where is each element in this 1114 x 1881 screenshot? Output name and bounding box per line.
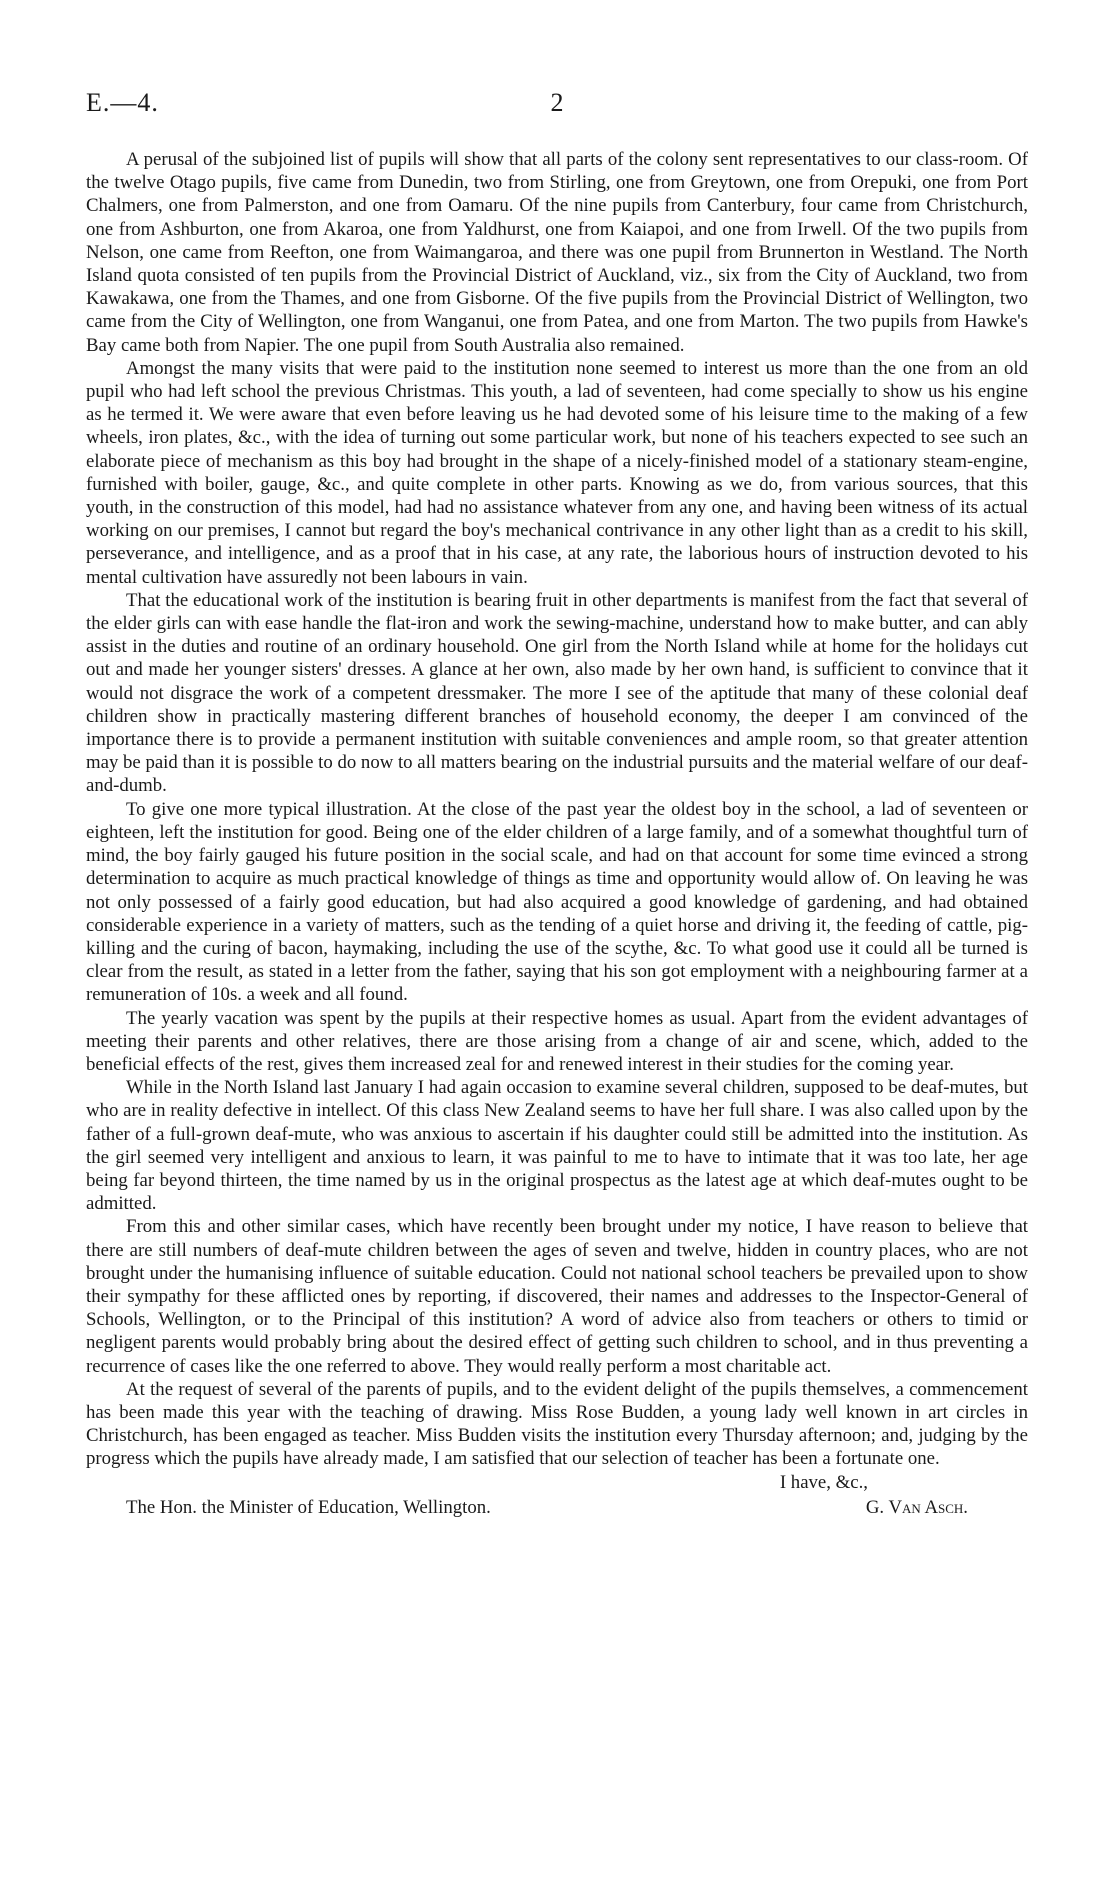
page-header — [86, 88, 1028, 128]
paragraph-drawing: At the request of several of the parents of pupils, and to the evident delight of the pupils themselves, a commencement has been made this year with the teaching of drawing. Miss Rose Budden, a young lady well known in art circles in Christchurch, has been engaged as teacher. Miss Budden visits the institution every Thursday afternoon; and, judging by the progress which the pupils have already made, I am satisfied that our selection of teacher has been a fortunate one. — [86, 1378, 1028, 1470]
paragraph-pupils-origin: A perusal of the subjoined list of pupils will show that all parts of the colony sent representatives to our class-room. Of the twelve Otago pupils, five came from Dunedin, two from Stirling, one from Greytown, one from Orepuki, one from Port Chalmers, one from Palmerston, and one from Oamaru. Of the nine pupils from Canterbury, four came from Christchurch, one from Ashburton, one from Akaroa, one from Yaldhurst, one from Kaiapoi, and one from Irwell. Of the two pupils from Nelson, one came from Reefton, one from Waimangaroa, and there was one pupil from Brunnerton in Westland. The North Island quota consisted of ten pupils from the Provincial District of Auckland, viz., six from the City of Auckland, two from Kawakawa, one from the Thames, and one from Gisborne. Of the five pupils from the Provincial District of Wellington, two came from the City of Wellington, one from Wanganui, one from Patea, and one from Marton. The two pupils from Hawke's Bay came both from Napier. The one pupil from South Australia also remained. — [86, 149, 1028, 356]
paragraph-vacation: The yearly vacation was spent by the pupils at their respective homes as usual. Apart from the evident advantages of meeting their parents and other relatives, there are those arising from a change of air and scene, which, added to the beneficial effects of the rest, gives them increased zeal for and renewed interest in their studies for the coming year. — [86, 1007, 1028, 1075]
letter-closing — [86, 1471, 1028, 1523]
letter-body — [86, 148, 1028, 1471]
paragraph-north-island: While in the North Island last January I had again occasion to examine several children, supposed to be deaf-mutes, but who are in reality defective in intellect. Of this class New Zealand seems to have her full share. I was also called upon by the father of a full-grown deaf-mute, who was anxious to ascertain if his daughter could still be admitted into the institution. As the girl seemed very intelligent and anxious to learn, it was painful to me to have to intimate that it was too late, her age being far beyond thirteen, the time named by us in the original prospectus as the latest age at which deaf-mutes ought to be admitted. — [86, 1077, 1028, 1215]
letter-signature: G. Van Asch. — [865, 1496, 968, 1518]
paragraph-steam-engine: Amongst the many visits that were paid to the institution none seemed to interest us more than the one from an old pupil who had left school the previous Christmas. This youth, a lad of seventeen, had come specially to show us his engine as he termed it. We were aware that even before leaving us he had devoted some of his leisure time to the making of a few wheels, iron plates, &c., with the idea of turning out some particular work, but none of his teachers expected to see such an elaborate piece of mechanism as this boy had brought in the shape of a nicely-finished model of a stationary steam-engine, furnished with boiler, gauge, &c., and quite complete in other parts. Knowing as we do, from various sources, that this youth, in the construction of this model, had had no assistance whatever from any one, and having been witness of its actual working on our premises, I cannot but regard the boy's mechanical contrivance in any other light than as a credit to his skill, perseverance, and intelligence, and as a proof that in his case, at any rate, the laborious hours of instruction devoted to his mental cultivation have assuredly not been labours in vain. — [86, 357, 1028, 588]
page-number: 2 — [550, 88, 564, 117]
paragraph-oldest-boy: To give one more typical illustration. At the close of the past year the oldest boy in the school, a lad of seventeen or eighteen, left the institution for good. Being one of the elder children of a large family, and of a somewhat thoughtful turn of mind, the boy fairly gauged his future position in the social scale, and had on that account for some time evinced a strong determination to acquire as much practical knowledge of things as time and opportunity would allow of. On leaving he was not only possessed of a fairly good education, but had also acquired a good knowledge of gardening, and had obtained considerable experience in a variety of matters, such as the tending of a quiet horse and driving it, the feeding of cattle, pig-killing and the curing of bacon, haymaking, including the use of the scythe, &c. To what good use it could all be turned is clear from the result, as stated in a letter from the father, saying that his son got employment with a neighbouring farmer at a remuneration of 10s. a week and all found. — [86, 798, 1028, 1006]
closing-salutation: I have, &c., — [779, 1471, 868, 1493]
document-reference: E.—4. — [86, 88, 159, 117]
paragraph-hidden-children: From this and other similar cases, which have recently been brought under my notice, I have reason to believe that there are still numbers of deaf-mute children between the ages of seven and twelve, hidden in country places, who are not brought under the humanising influence of suitable education. Could not national school teachers be prevailed upon to show their sympathy for these afflicted ones by reporting, if discovered, their names and addresses to the Inspector-General of Schools, Wellington, or to the Principal of this institution? A word of advice also from teachers or others to timid or negligent parents would probably bring about the desired effect of getting such children to school, and in thus preventing a recurrence of cases like the one referred to above. They would really perform a most charitable act. — [86, 1216, 1028, 1377]
paragraph-household-skills: That the educational work of the institution is bearing fruit in other departments is manifest from the fact that several of the elder girls can with ease handle the flat-iron and work the sewing-machine, understand how to make butter, and can ably assist in the duties and routine of an ordinary household. One girl from the North Island while at home for the holidays cut out and made her younger sisters' dresses. A glance at her own, also made by her own hand, is sufficient to convince that it would not disgrace the work of a competent dressmaker. The more I see of the aptitude that many of these colonial deaf children show in practically mastering different branches of household economy, the deeper I am convinced of the importance there is to provide a permanent institution with suitable conveniences and ample room, so that greater attention may be paid than it is possible to do now to all matters bearing on the industrial pursuits and the material welfare of our deaf-and-dumb. — [86, 589, 1028, 797]
letter-recipient: The Hon. the Minister of Education, Wellington. — [126, 1496, 491, 1518]
